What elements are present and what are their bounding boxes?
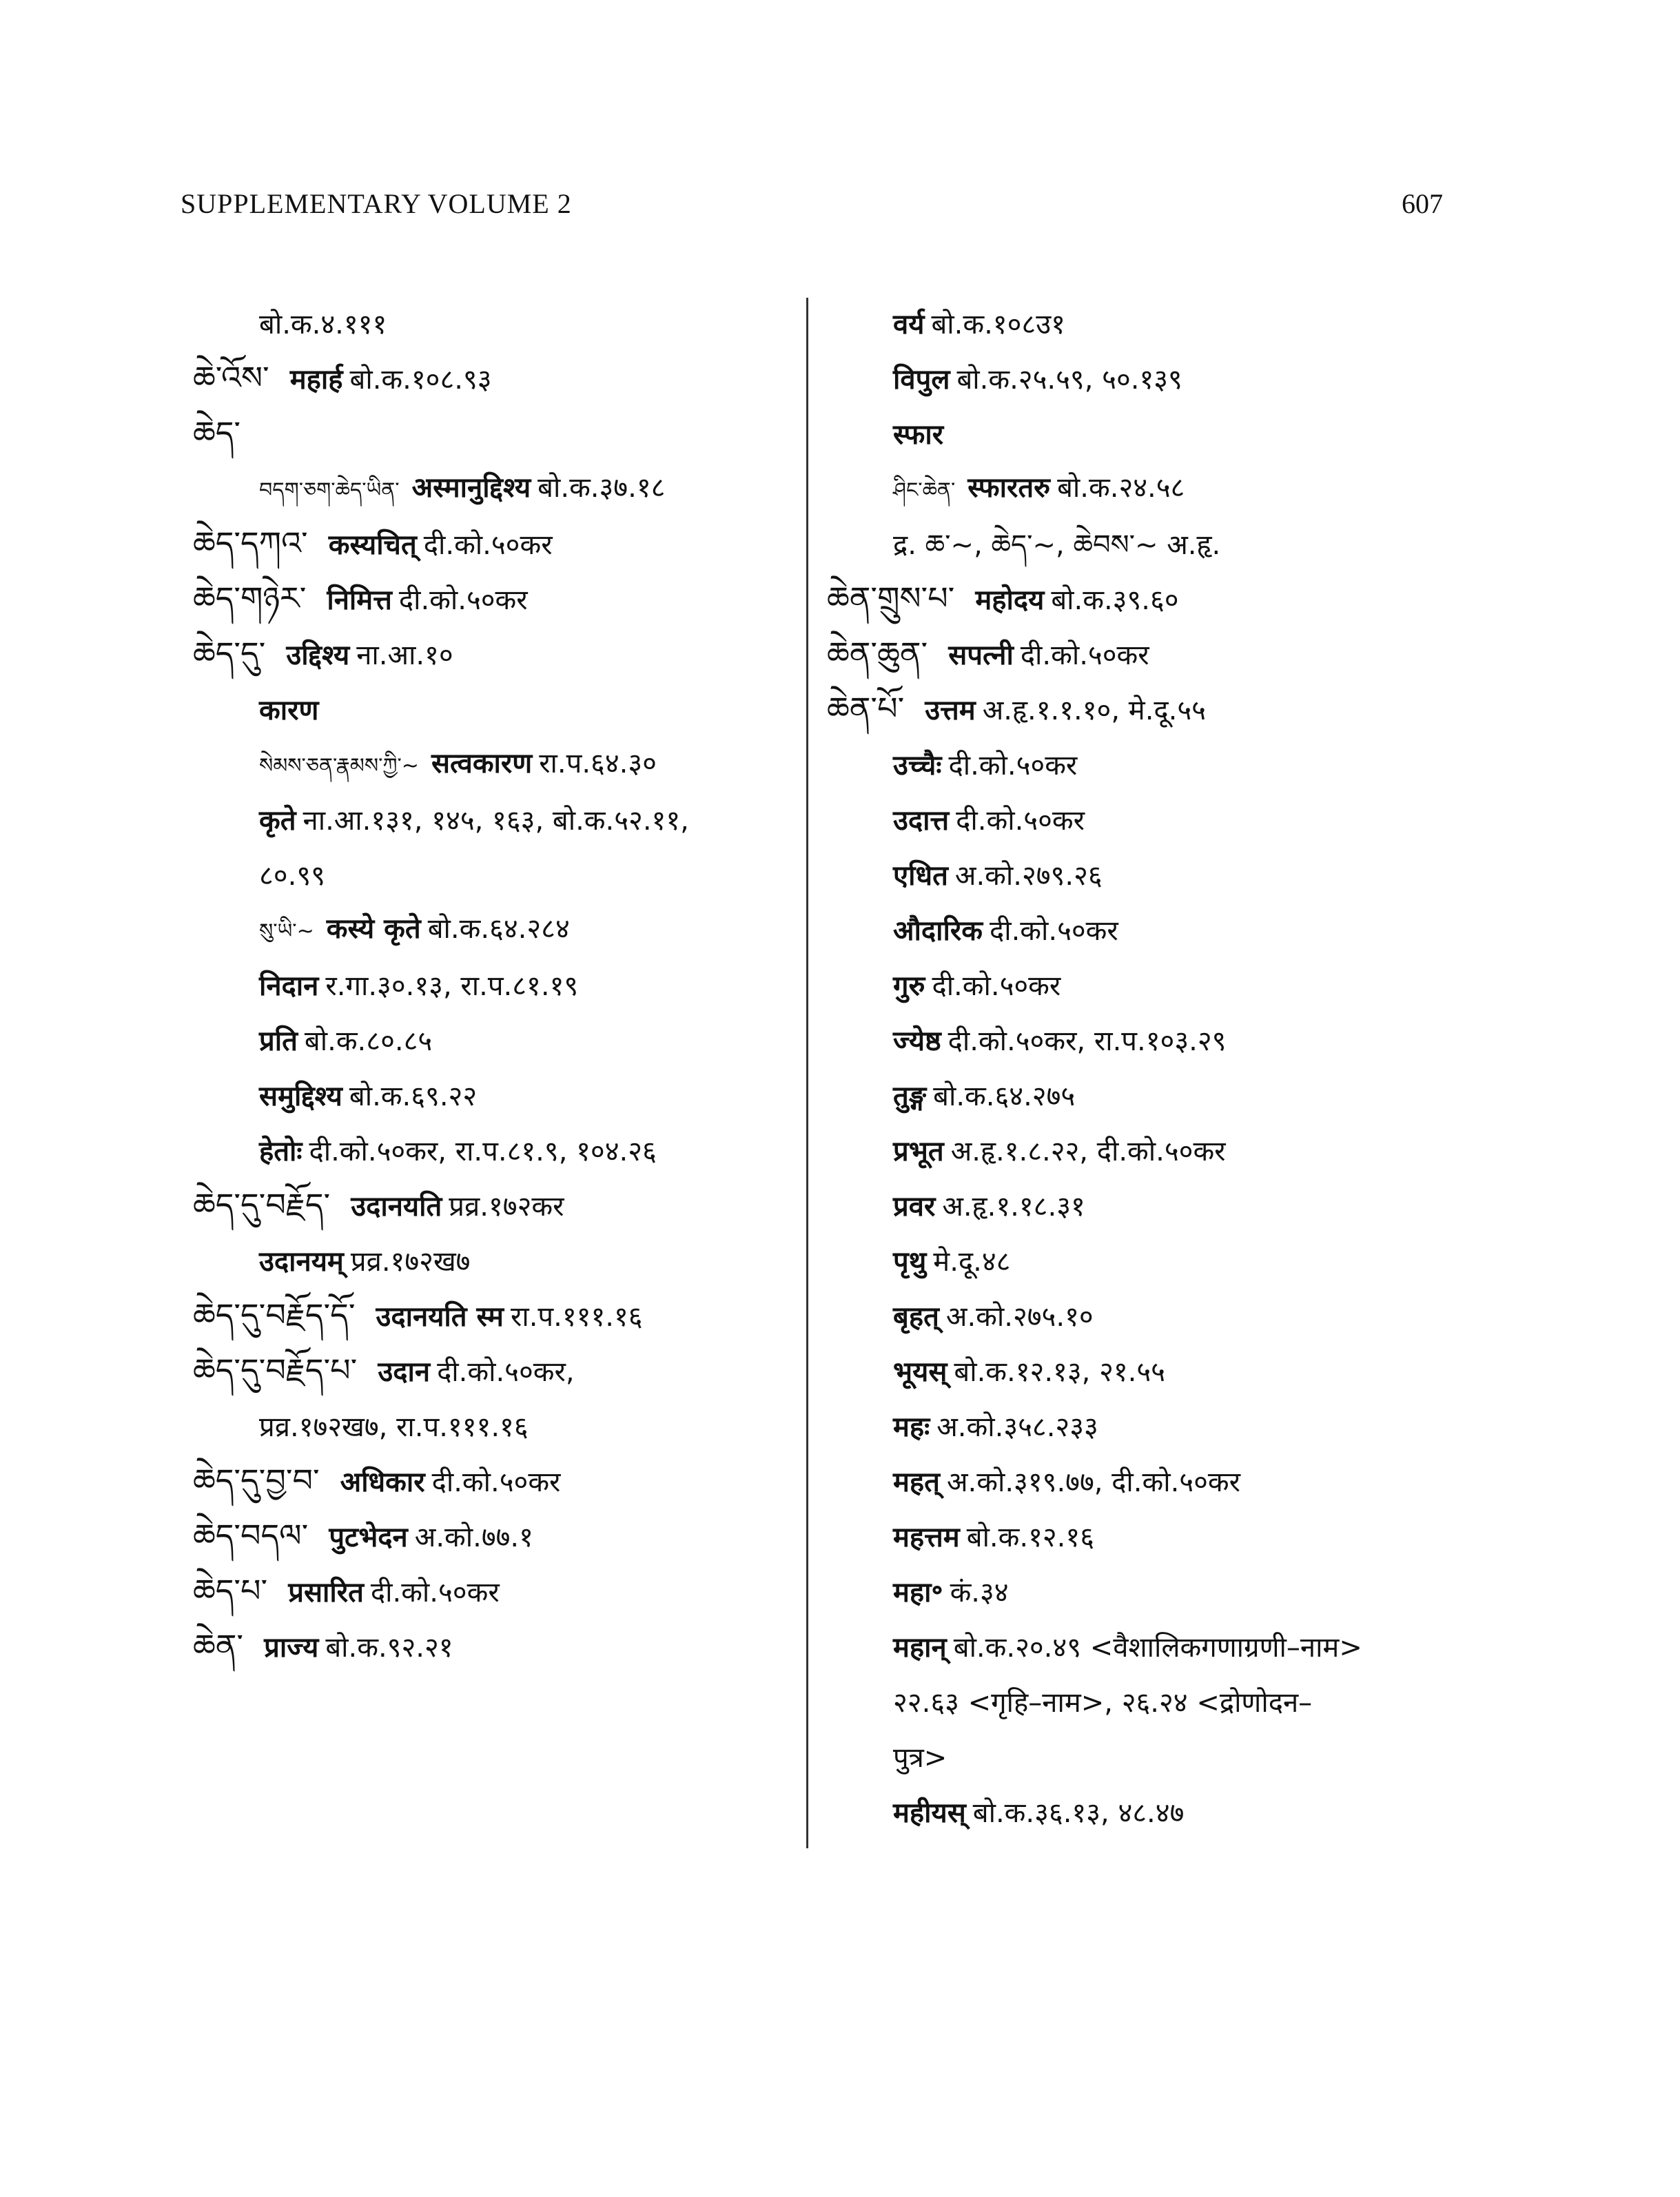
sanskrit-equivalent: कारण [259, 695, 319, 726]
entry-line [193, 1122, 786, 1177]
entry-line [827, 1177, 1447, 1232]
entry-line [193, 1232, 786, 1287]
sanskrit-equivalent: हेतोः [259, 1136, 303, 1167]
source-reference: ना.आ.१० [356, 640, 453, 671]
sanskrit-equivalent: महार्ह [289, 364, 343, 396]
entry-line [827, 1784, 1447, 1839]
tibetan-headword: ཆེན་ཆུན་ [827, 635, 928, 672]
sanskrit-equivalent: सत्वकारण [431, 748, 533, 779]
source-reference: दी.को.५०कर [1020, 640, 1149, 671]
sanskrit-equivalent: स्फारतरु [967, 472, 1051, 504]
entry-line [827, 1342, 1447, 1398]
entry-line [827, 1618, 1447, 1673]
sanskrit-equivalent: अस्मानुद्दिश्य [411, 472, 531, 504]
entry-line [193, 1563, 786, 1618]
entry-line [827, 901, 1447, 957]
sanskrit-equivalent: कस्यचित् [328, 529, 417, 561]
source-reference: अ.को.२७९.२६ [954, 860, 1103, 892]
source-reference: दी.को.५०कर, रा.प.१०३.२९ [947, 1025, 1227, 1057]
source-reference: बो.क.१२.१६ [966, 1522, 1094, 1553]
entry-line [193, 1177, 786, 1232]
source-reference: अ.हृ.१.८.२२, दी.को.५०कर [950, 1136, 1226, 1167]
source-reference: दी.को.५०कर [423, 529, 553, 561]
sanskrit-equivalent: सपत्नी [948, 640, 1014, 671]
source-reference: दी.को.५०कर, [437, 1356, 575, 1388]
source-reference: दी.को.५०कर [431, 1467, 561, 1498]
tibetan-headword: ཆེན་པོ་ [827, 690, 905, 727]
source-reference: दी.को.५०कर [989, 915, 1118, 947]
source-reference: अ.को.३१९.७७, दी.को.५०कर [946, 1467, 1240, 1498]
entry-line [827, 1398, 1447, 1453]
source-reference: मे.दू.४८ [933, 1246, 1011, 1278]
source-reference: अ.हृ.१.१८.३१ [942, 1191, 1085, 1223]
entry-line [193, 791, 786, 846]
sanskrit-equivalent: प्रति [259, 1025, 298, 1057]
source-reference: प्रव्र.१७२ख७ [350, 1246, 471, 1278]
sanskrit-equivalent: महत्तम [893, 1522, 960, 1553]
tibetan-headword: སེམས་ཅན་རྣམས་ཀྱི་~ [259, 754, 419, 778]
sanskrit-equivalent: गुरु [893, 970, 925, 1002]
source-reference: बो.क.३६.१३, ४८.४७ [972, 1797, 1185, 1829]
sanskrit-equivalent: महः [893, 1411, 930, 1443]
sanskrit-equivalent: कृते [259, 805, 296, 837]
sanskrit-equivalent: उद्दिश्य [286, 640, 350, 671]
entry-line [193, 846, 786, 901]
tibetan-headword: ཆེད་ [193, 414, 241, 451]
sanskrit-equivalent: ज्येष्ठ [893, 1025, 941, 1057]
column-divider [806, 298, 808, 1848]
source-reference: अ.को.३५८.२३३ [936, 1411, 1098, 1443]
page-number: 607 [1402, 188, 1443, 219]
entry-line [827, 681, 1447, 736]
source-reference: बो.क.६४.२८४ [427, 913, 570, 945]
tibetan-headword: ཆེད་བདལ་ [193, 1517, 309, 1554]
sanskrit-equivalent: पुटभेदन [329, 1522, 408, 1553]
tibetan-headword: སུ་ཡི་~ [259, 919, 314, 943]
entry-line [193, 1287, 786, 1342]
source-reference: बो.क.२४.५८ [1057, 472, 1185, 504]
entry-line [193, 515, 786, 571]
sanskrit-equivalent: समुद्दिश्य [259, 1081, 342, 1112]
entry-line [827, 1728, 1447, 1784]
entry-line [827, 736, 1447, 791]
sanskrit-equivalent: भूयस् [893, 1356, 947, 1388]
source-reference: बो.क.६४.२७५ [933, 1081, 1076, 1112]
sanskrit-equivalent: महीयस् [893, 1797, 966, 1829]
source-reference: दी.को.५०कर [948, 750, 1078, 781]
tibetan-headword: ཆེད་དཀའ་ [193, 524, 308, 562]
entry-line [193, 957, 786, 1012]
entry-line [827, 295, 1447, 350]
entry-line [193, 295, 786, 350]
sanskrit-equivalent: पृथु [893, 1246, 927, 1278]
source-reference: ८०.९९ [259, 860, 325, 892]
source-reference: बो.क.८०.८५ [304, 1025, 433, 1057]
sanskrit-equivalent: महान् [893, 1632, 947, 1664]
source-reference: पुत्र> [893, 1742, 947, 1774]
source-reference: बो.क.६९.२२ [349, 1081, 478, 1112]
entry-line [193, 901, 786, 957]
sanskrit-equivalent: प्रसारित [288, 1577, 364, 1608]
sanskrit-equivalent: अधिकार [340, 1467, 425, 1498]
entry-line [827, 1453, 1447, 1508]
sanskrit-equivalent: निदान [259, 970, 319, 1002]
entry-line [827, 1122, 1447, 1177]
source-reference: अ.हृ.१.१.१०, मे.दू.५५ [982, 695, 1206, 726]
sanskrit-equivalent: तुङ्ग [893, 1081, 927, 1112]
source-reference: बो.क.२५.५९, ५०.१३९ [956, 364, 1182, 396]
entry-line [827, 957, 1447, 1012]
entry-line [193, 1508, 786, 1563]
tibetan-headword: ཆེ་འོས་ [193, 359, 269, 396]
sanskrit-equivalent: एधित [893, 860, 948, 892]
sanskrit-equivalent: कस्ये कृते [326, 913, 421, 945]
sanskrit-equivalent: औदारिक [893, 915, 983, 947]
source-reference: २२.६३ <गृहि–नाम>, २६.२४ <द्रोणोदन– [893, 1687, 1313, 1719]
entry-line [193, 1012, 786, 1067]
tibetan-headword: ཆེད་གཉེར་ [193, 580, 307, 617]
tibetan-headword: ཆེད་དུ་བརྗོད་ [193, 1186, 331, 1223]
source-reference: दी.को.५०कर [398, 584, 528, 616]
sanskrit-equivalent: प्रभूत [893, 1136, 944, 1167]
entry-line [827, 571, 1447, 626]
entry-line [827, 515, 1447, 571]
sanskrit-equivalent: उच्चैः [893, 750, 942, 781]
sanskrit-equivalent: महा॰ [893, 1577, 943, 1608]
source-reference: दी.को.५०कर, रा.प.८१.९, १०४.२६ [309, 1136, 657, 1167]
entry-line [827, 1673, 1447, 1728]
sanskrit-equivalent: निमित्त [327, 584, 392, 616]
entry-line [193, 626, 786, 681]
entry-line [827, 405, 1447, 460]
tibetan-headword: བདག་ཅག་ཆེད་ཡིན་ [259, 478, 400, 502]
source-reference: रा.प.१११.१६ [510, 1301, 643, 1333]
source-reference: बो.क.१२.१३, २१.५५ [954, 1356, 1165, 1388]
source-reference: प्रव्र.१७२कर [449, 1191, 564, 1223]
source-reference: अ.को.२७५.१० [945, 1301, 1094, 1333]
sanskrit-equivalent: बृहत् [893, 1301, 939, 1333]
entry-line [827, 350, 1447, 405]
source-reference: प्रव्र.१७२ख७, रा.प.१११.१६ [259, 1411, 529, 1443]
source-reference: बो.क.१०८.९३ [349, 364, 492, 396]
left-column [193, 295, 786, 1673]
entry-line [827, 1508, 1447, 1563]
entry-line [193, 350, 786, 405]
entry-line [827, 846, 1447, 901]
source-reference: बो.क.९२.२१ [325, 1632, 453, 1664]
entry-line [827, 791, 1447, 846]
entry-line [193, 460, 786, 515]
entry-line [827, 1067, 1447, 1122]
entry-line [827, 460, 1447, 515]
source-reference: बो.क.३७.१८ [537, 472, 666, 504]
entry-line [827, 626, 1447, 681]
tibetan-headword: ཆེད་དུ་བྱ་བ་ [193, 1462, 320, 1499]
source-reference: बो.क.१०८उ१ [931, 309, 1065, 340]
sanskrit-equivalent: महत् [893, 1467, 940, 1498]
sanskrit-equivalent: उदानयति स्म [376, 1301, 504, 1333]
sanskrit-equivalent: प्राज्य [264, 1632, 319, 1664]
entry-line [193, 571, 786, 626]
sanskrit-equivalent: उदान [378, 1356, 431, 1388]
entry-line [193, 1342, 786, 1398]
tibetan-headword: ཤིང་ཆེན་ [893, 478, 956, 502]
tibetan-headword: ཆེན་ [193, 1627, 244, 1664]
page-header [181, 187, 1443, 229]
entry-line [193, 1453, 786, 1508]
entry-line [827, 1287, 1447, 1342]
sanskrit-equivalent: वर्य [893, 309, 925, 340]
source-reference: अ.को.७७.१ [414, 1522, 533, 1553]
sanskrit-equivalent: उदानयति [351, 1191, 442, 1223]
sanskrit-equivalent: उदात्त [893, 805, 950, 837]
entry-line [193, 681, 786, 736]
source-reference: दी.को.५०कर [370, 1577, 500, 1608]
entry-line [827, 1232, 1447, 1287]
entry-line [827, 1563, 1447, 1618]
tibetan-headword: ཆེད་དུ་བརྗོད་པ་ [193, 1351, 358, 1389]
right-column [827, 295, 1447, 1839]
sanskrit-equivalent: उदानयम् [259, 1246, 344, 1278]
source-reference: र.गा.३०.१३, रा.प.८१.१९ [325, 970, 579, 1002]
sanskrit-equivalent: विपुल [893, 364, 950, 396]
tibetan-headword: ཆེན་གྲུས་པ་ [827, 580, 955, 617]
tibetan-headword: ཆེད་དུ་ [193, 635, 266, 672]
sanskrit-equivalent: प्रवर [893, 1191, 936, 1223]
running-head: SUPPLEMENTARY VOLUME 2 [181, 188, 572, 219]
entry-line [193, 1398, 786, 1453]
tibetan-headword: ཆེད་དུ་བརྗོད་དོ་ [193, 1296, 356, 1333]
source-reference: दी.को.५०कर [932, 970, 1061, 1002]
source-reference: बो.क.३९.६० [1051, 584, 1179, 616]
entry-line [193, 1618, 786, 1673]
sanskrit-equivalent: स्फार [893, 419, 944, 451]
sanskrit-equivalent: उत्तम [925, 695, 976, 726]
tibetan-headword: ཆེད་པ་ [193, 1572, 268, 1609]
entry-line [193, 736, 786, 791]
sanskrit-equivalent: महोदय [975, 584, 1045, 616]
source-reference: दी.को.५०कर [956, 805, 1085, 837]
entry-line [193, 1067, 786, 1122]
source-reference: कं.३४ [950, 1577, 1009, 1608]
source-reference: ना.आ.१३१, १४५, १६३, बो.क.५२.११, [303, 805, 689, 837]
source-reference: बो.क.४.१११ [259, 309, 387, 340]
entry-line [193, 405, 786, 460]
entry-line [827, 1012, 1447, 1067]
source-reference: द्र. ཆ་~, ཆེད་~, ཆེབས་~ अ.हृ. [893, 529, 1221, 561]
source-reference: रा.प.६४.३० [539, 748, 657, 779]
source-reference: बो.क.२०.४९ <वैशालिकगणाग्रणी–नाम> [953, 1632, 1362, 1664]
